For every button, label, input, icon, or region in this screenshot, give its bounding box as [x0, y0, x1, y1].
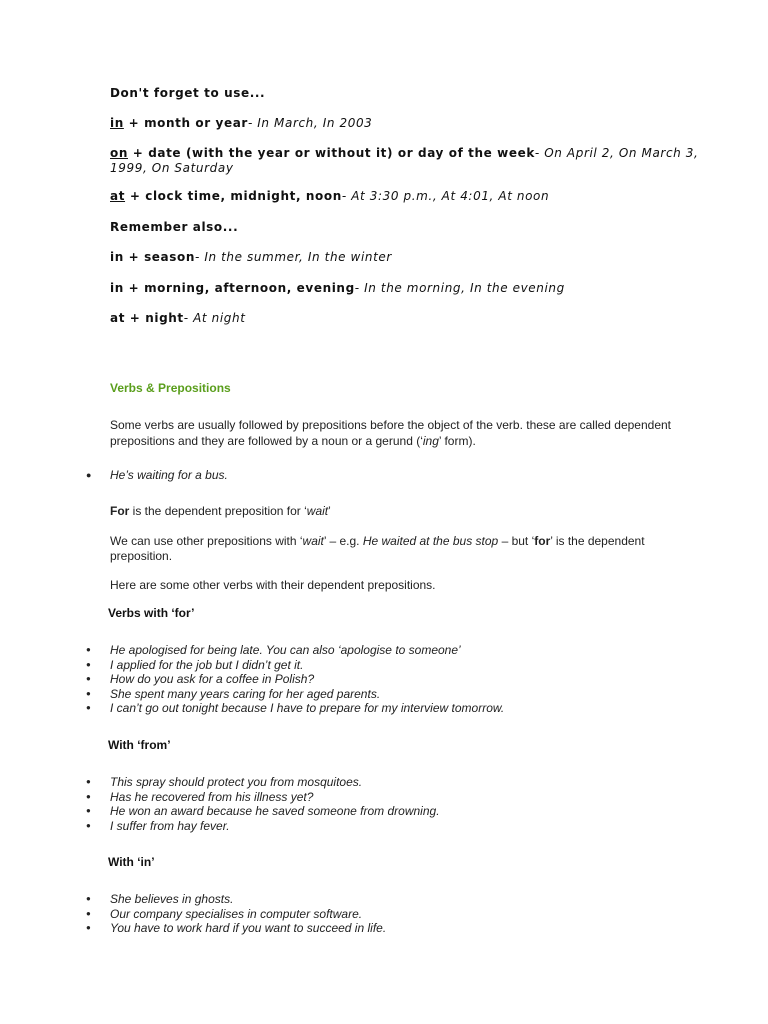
bullet-icon: ● — [86, 777, 91, 786]
list-verbs-from — [86, 775, 440, 833]
other-prepositions-paragraph: We can use other prepositions with ‘wait’ – e.g. He waited at the bus stop – but ‘for’ is the dependent preposition. — [110, 534, 645, 563]
list-item: ● I applied for the job but I didn’t get it. — [86, 657, 304, 672]
example-list-item: ● He’s waiting for a bus. — [86, 468, 228, 482]
rule-in-morning: in + morning, afternoon, evening- In the morning, In the evening — [110, 281, 565, 295]
bullet-icon: ● — [86, 894, 91, 903]
rule-at-clock: at + clock time, midnight, noon- At 3:30 p.m., At 4:01, At noon — [110, 189, 550, 203]
bullet-icon: ● — [86, 923, 91, 933]
for-explanation: For is the dependent preposition for ‘wait’ — [110, 504, 331, 518]
bullet-icon: ● — [86, 806, 91, 816]
list-item: ● He apologised for being late. You can also ‘apologise to someone’ — [86, 643, 461, 657]
bullet-icon: ● — [86, 645, 91, 654]
intro-paragraph: Some verbs are usually followed by prepositions before the object of the verb. these are called dependent prepositions and they are followed by a noun or a gerund (‘ing’ form). — [110, 418, 672, 448]
list-item: ● This spray should protect you from mosquitoes. — [86, 775, 363, 789]
reminder-heading: Don't forget to use... — [110, 86, 266, 100]
bullet-icon: ● — [86, 688, 91, 698]
rule-on-date: on + date (with the year or without it) or day of the week- On April 2, On March 3, 1999, On Saturday — [110, 146, 699, 175]
remember-heading: Remember also... — [110, 220, 239, 234]
list-verbs-in — [86, 892, 387, 936]
list-item: ● She spent many years caring for her aged parents. — [86, 686, 381, 701]
list-item: ● Has he recovered from his illness yet? — [86, 789, 314, 804]
rule-at-night: at + night- At night — [110, 311, 246, 325]
bullet-icon: ● — [86, 703, 91, 713]
list-item: ● You have to work hard if you want to succeed in life. — [86, 921, 387, 936]
bullet-icon: ● — [86, 820, 91, 830]
list-item: ● I can’t go out tonight because I have to prepare for my interview tomorrow. — [86, 701, 505, 716]
bullet-icon: ● — [86, 908, 91, 918]
list-verbs-for — [86, 643, 505, 716]
list-item: ● Our company specialises in computer software. — [86, 906, 363, 921]
list-item: ● How do you ask for a coffee in Polish? — [86, 672, 315, 687]
list-item: ● I suffer from hay fever. — [86, 818, 230, 833]
section-title: Verbs & Prepositions — [110, 381, 231, 395]
rule-in-month: in + month or year- In March, In 2003 — [110, 116, 373, 130]
group-heading-for: Verbs with ‘for’ — [108, 606, 195, 620]
group-heading-in: With ‘in’ — [108, 855, 155, 869]
rule-in-season: in + season- In the summer, In the winter — [110, 250, 392, 264]
bullet-icon: ● — [86, 674, 91, 684]
bullet-icon: ● — [86, 659, 91, 669]
group-heading-from: With ‘from’ — [108, 738, 171, 752]
bullet-icon: ● — [86, 470, 92, 480]
list-item: ● He won an award because he saved someone from drowning. — [86, 804, 440, 819]
here-are-text: Here are some other verbs with their dependent prepositions. — [110, 578, 436, 592]
bullet-icon: ● — [86, 791, 91, 801]
list-item: ● She believes in ghosts. — [86, 892, 234, 906]
